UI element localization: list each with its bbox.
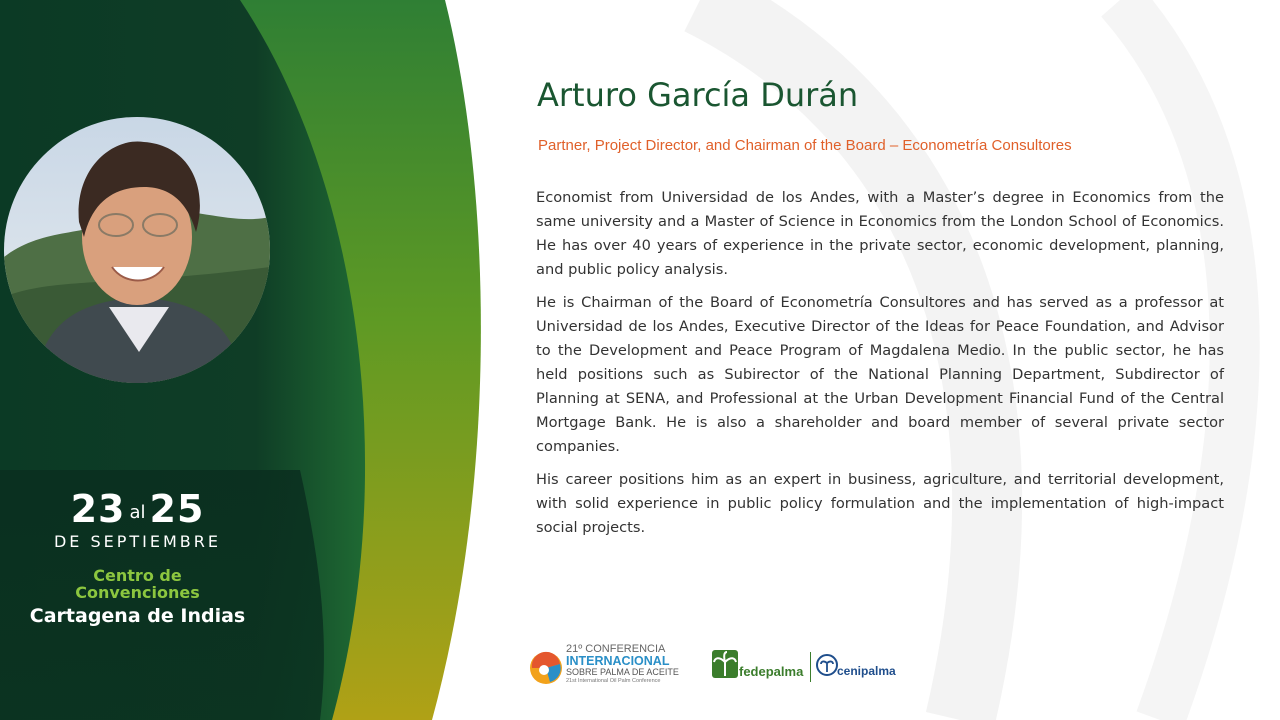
event-city: Cartagena de Indias [29, 605, 246, 627]
fedepalma-wordmark: fedepalma [739, 664, 804, 679]
bio-paragraph-3: His career positions him as an expert in business, agriculture, and territorial development, with solid experience in public policy formulation and the implementation of high-impact social projects. [536, 471, 1224, 536]
speaker-bio [536, 186, 1224, 549]
bio-paragraph-2: He is Chairman of the Board of Econometría Consultores and has served as a professor at Universidad de los Andes, Executive Director of the Ideas for Peace Foundation, and Advisor to the Development and Peace Program of Magdalena Medio. In the public sector, he has held positions such as Subirector of the National Planning Department, Subdirector of Planning at SENA, and Professional at the Urban Development Financial Fund of the Central Mortgage Bank. He is also a shareholder and board member of several private sector companies. [536, 294, 1224, 455]
cenipalma-logo [816, 654, 896, 684]
palm-fruit-icon [528, 650, 564, 686]
cenipalma-wordmark: cenipalma [837, 664, 896, 678]
palm-tree-icon [711, 648, 741, 680]
fedepalma-logo [711, 648, 806, 684]
start-day: 23 [70, 487, 126, 531]
event-month: DE SEPTIEMBRE [53, 532, 222, 551]
conference-logo [528, 644, 688, 696]
event-venue [0, 567, 275, 601]
venue-line-2: Convenciones [75, 583, 200, 602]
conference-logo-line-4: 21st International Oil Palm Conference [566, 677, 661, 684]
logo-divider [810, 652, 811, 682]
conference-logo-line-2: INTERNACIONAL [566, 654, 670, 668]
cenipalma-emblem-icon [816, 654, 838, 676]
venue-line-1: Centro de [93, 566, 182, 585]
event-date-block [0, 487, 275, 627]
date-connector: al [129, 502, 146, 523]
speaker-role: Partner, Project Director, and Chairman of the Board – Econometría Consultores [538, 137, 1072, 154]
conference-logo-text [566, 644, 696, 684]
conference-logo-line-1: 21º CONFERENCIA [566, 643, 666, 655]
end-day: 25 [149, 487, 205, 531]
speaker-name: Arturo García Durán [537, 76, 859, 114]
bio-paragraph-1: Economist from Universidad de los Andes, with a Master’s degree in Economics from the same university and a Master of Science in Economics from the London School of Economics. He has over 40 years of experience in the private sector, economic development, planning, and public policy analysis. [536, 189, 1224, 278]
conference-logo-line-3: SOBRE PALMA DE ACEITE [566, 666, 679, 677]
speaker-photo [4, 117, 270, 383]
event-dates [0, 487, 275, 531]
